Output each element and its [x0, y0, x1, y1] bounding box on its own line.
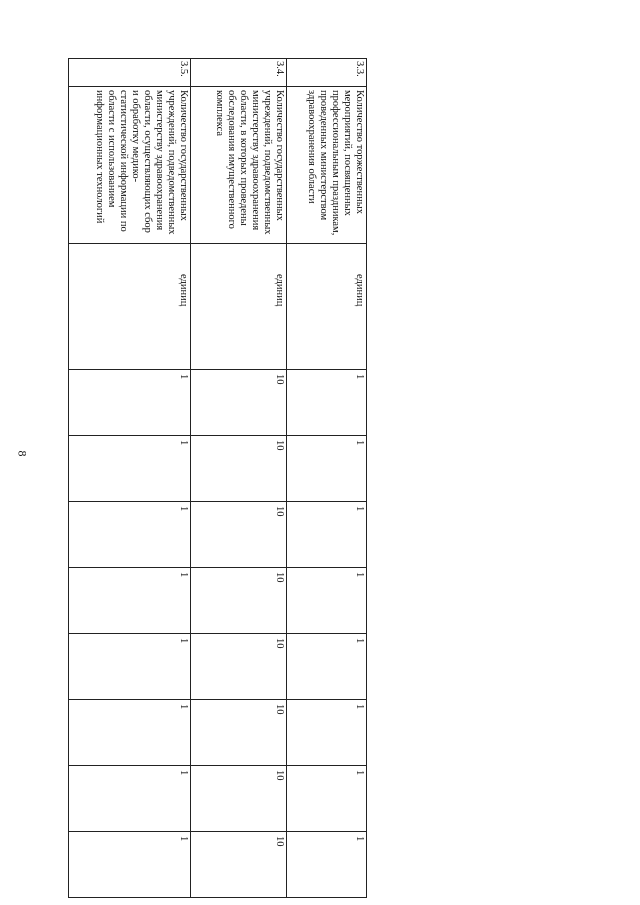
- row-number-cell: 3.3.: [287, 59, 367, 87]
- value-cell: 10: [191, 436, 287, 502]
- value-cell: 10: [191, 766, 287, 832]
- value-cell: 1: [287, 568, 367, 634]
- value-cell: 1: [69, 634, 191, 700]
- row-number-cell: 3.5.: [69, 59, 191, 87]
- value-cell: 1: [69, 502, 191, 568]
- unit-cell: единиц: [69, 244, 191, 370]
- indicator-name-cell: Количество торжественных мероприятий, посвященных профессиональным праздникам, проведенных министерством здравоохранения области: [287, 87, 367, 244]
- indicator-name-cell: Количество государственных учреждений, подведомственных министерству здравоохранения области, в которых проведены обследования имущественного комплекса: [191, 87, 287, 244]
- value-cell: 10: [191, 568, 287, 634]
- value-cell: 1: [287, 634, 367, 700]
- value-cell: 10: [191, 502, 287, 568]
- value-cell: 1: [69, 370, 191, 436]
- value-cell: 10: [191, 700, 287, 766]
- table-row: [69, 59, 191, 898]
- unit-cell: единиц: [191, 244, 287, 370]
- value-cell: 1: [69, 766, 191, 832]
- value-cell: 1: [287, 370, 367, 436]
- indicator-table: [68, 58, 367, 898]
- value-cell: 1: [287, 436, 367, 502]
- value-cell: 1: [69, 436, 191, 502]
- table-row: [287, 59, 367, 898]
- value-cell: 10: [191, 370, 287, 436]
- value-cell: 1: [287, 700, 367, 766]
- rotated-table-container: [69, 58, 367, 846]
- table-row: [191, 59, 287, 898]
- value-cell: 1: [287, 502, 367, 568]
- value-cell: 1: [69, 568, 191, 634]
- value-cell: 1: [69, 700, 191, 766]
- indicator-table-region: [69, 58, 367, 846]
- value-cell: 10: [191, 634, 287, 700]
- page-number: 8: [15, 450, 30, 457]
- row-number-cell: 3.4.: [191, 59, 287, 87]
- value-cell: 1: [287, 832, 367, 898]
- value-cell: 1: [69, 832, 191, 898]
- unit-cell: единиц: [287, 244, 367, 370]
- indicator-name-cell: Количество государственных учреждений, подведомственных министерству здравоохранения области, осуществляющих сбор и обработку медико-статистической информации по области с использованием информационных технологий: [69, 87, 191, 244]
- value-cell: 10: [191, 832, 287, 898]
- value-cell: 1: [287, 766, 367, 832]
